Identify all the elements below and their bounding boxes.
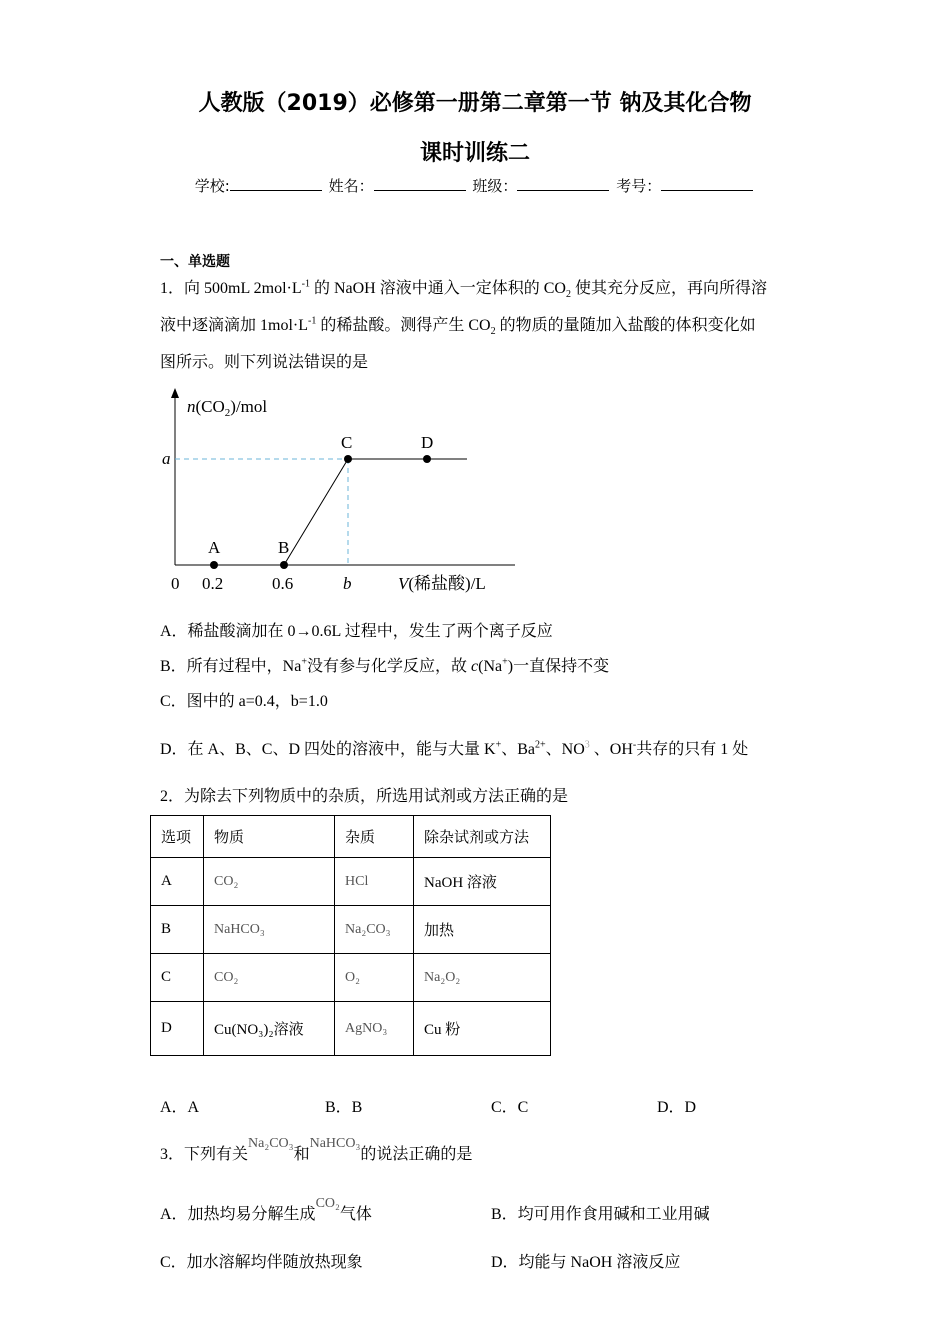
q3-option-b[interactable]: B．均可用作食用碱和工业用碱	[491, 1206, 710, 1223]
exam-no-field[interactable]	[661, 176, 753, 191]
x-axis-label: V(稀盐酸)/L	[398, 574, 486, 593]
q1-option-d[interactable]: D．在 A、B、C、D 四处的溶液中，能与大量 K+、$Ba^{2+}$、$NO^3$ 、OH-共存的只有 1 处	[160, 739, 749, 758]
label-D: D	[421, 433, 434, 452]
x-tick-0.6: 0.6	[272, 574, 294, 593]
q1-option-a[interactable]: A．稀盐酸滴加在 0→0.6L 过程中，发生了两个离子反应	[160, 623, 553, 640]
q3-option-a[interactable]: A．加热均易分解生成CO₂气体	[160, 1196, 372, 1223]
student-info	[0, 175, 950, 196]
point-B	[280, 561, 288, 569]
q1-option-c[interactable]: C．图中的 a=0.4，b=1.0	[160, 693, 328, 710]
class-field[interactable]	[517, 176, 609, 191]
y-axis-label: $n(CO_2)$/mol	[187, 397, 268, 419]
doc-title: 人教版（2019）必修第一册第二章第一节 钠及其化合物	[198, 91, 752, 116]
q1-line2: 液中逐滴滴加 $1mol\cdot L^{-1}$ 的稀盐酸。测得产生 $CO_2$ 的物质的量随加入盐酸的体积变化如	[160, 315, 756, 338]
q2-option-b[interactable]: B．B	[325, 1099, 363, 1116]
point-D	[423, 455, 431, 463]
name-label: 姓名：	[328, 177, 374, 195]
q2-stem: 2．为除去下列物质中的杂质，所选用试剂或方法正确的是	[160, 788, 569, 805]
table-header-row: 选项 物质 杂质 除杂试剂或方法	[151, 816, 551, 858]
label-C: C	[341, 433, 353, 452]
school-label: 学校:	[194, 177, 230, 195]
name-field[interactable]	[374, 176, 466, 191]
label-A: A	[208, 538, 221, 557]
q1-line3: 图所示。则下列说法错误的是	[160, 354, 369, 371]
table-row: B NaHCO₃ Na₂CO₃ 加热	[151, 906, 551, 954]
x-tick-0.2: 0.2	[202, 574, 224, 593]
school-field[interactable]	[230, 176, 322, 191]
label-B: B	[278, 538, 290, 557]
q3-stem: 3．下列有关Na₂CO₃和NaHCO₃的说法正确的是	[160, 1136, 473, 1163]
x-tick-b: b	[343, 574, 352, 593]
x-tick-0: 0	[171, 574, 180, 593]
table-row: C CO₂ O₂ Na₂O₂	[151, 954, 551, 1002]
section-heading: 一、单选题	[160, 254, 230, 270]
table-row: D Cu(NO₃)₂溶液 AgNO₃ Cu 粉	[151, 1002, 551, 1056]
table-row: A CO₂ HCl NaOH 溶液	[151, 858, 551, 906]
q2-option-c[interactable]: C．C	[491, 1099, 529, 1116]
q3-option-c[interactable]: C．加水溶解均伴随放热现象	[160, 1254, 363, 1271]
q1-option-b[interactable]: B．所有过程中，Na+没有参与化学反应，故 c(Na+)一直保持不变	[160, 656, 610, 675]
q2-table	[150, 815, 551, 1056]
co2-curve	[284, 459, 467, 565]
q1-graph	[150, 385, 520, 600]
y-axis-arrow	[171, 388, 179, 398]
exam-no-label: 考号：	[616, 177, 662, 195]
point-C	[344, 455, 352, 463]
q1-line1: 1．向 500mL $2mol\cdot L^{-1}$ 的 NaOH 溶液中通入一定体积的 $CO_2$ 使其充分反应，再向所得溶	[160, 278, 767, 301]
q2-option-a[interactable]: A．A	[160, 1099, 200, 1116]
y-tick-a: a	[162, 449, 171, 468]
class-label: 班级：	[472, 177, 518, 195]
q2-option-d[interactable]: D．D	[657, 1099, 697, 1116]
doc-subtitle: 课时训练二	[419, 141, 530, 166]
q3-option-d[interactable]: D．均能与 NaOH 溶液反应	[491, 1254, 681, 1271]
point-A	[210, 561, 218, 569]
